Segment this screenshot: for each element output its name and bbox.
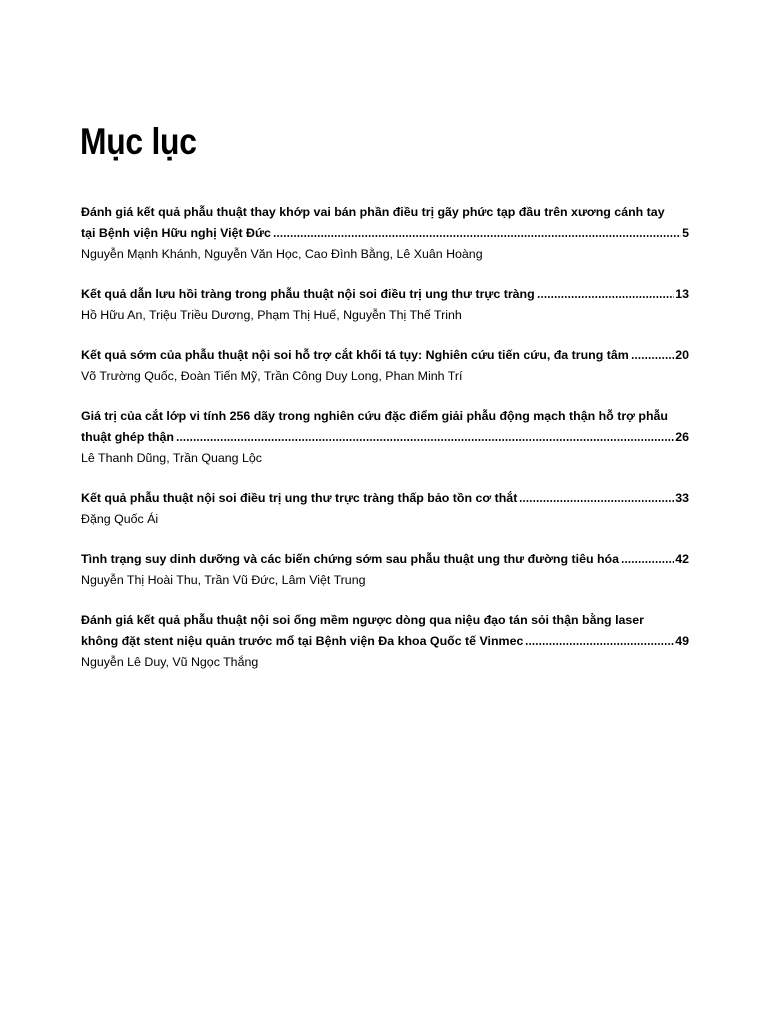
toc-entry <box>81 202 689 265</box>
toc-page-number: 26 <box>675 430 689 444</box>
toc-page-number: 20 <box>675 348 689 362</box>
toc-entry-authors: Đặng Quốc Ái <box>81 512 159 526</box>
toc-page-number: 5 <box>682 226 689 240</box>
toc-entry <box>81 406 689 469</box>
dot-leader <box>176 437 674 443</box>
toc-entry-authors: Hồ Hữu An, Triệu Triều Dương, Phạm Thị Huế, Nguyễn Thị Thế Trinh <box>81 308 462 322</box>
toc-entry-title: thuật ghép thận <box>81 430 174 444</box>
toc-entry-title: tại Bệnh viện Hữu nghị Việt Đức <box>81 226 271 240</box>
toc-title-line <box>81 223 689 244</box>
dot-leader <box>519 498 674 504</box>
toc-entry <box>81 488 689 530</box>
toc-entry <box>81 284 689 326</box>
toc-entry-title: Giá trị của cắt lớp vi tính 256 dãy trong nghiên cứu đặc điểm giải phẫu động mạch thận hỗ trợ phẫu <box>81 409 668 423</box>
toc-entry <box>81 345 689 387</box>
toc-page-number: 42 <box>675 552 689 566</box>
dot-leader <box>631 355 674 361</box>
dot-leader <box>525 641 674 647</box>
toc-title-line <box>81 427 689 448</box>
toc-entry-authors: Nguyễn Lê Duy, Vũ Ngọc Thắng <box>81 655 259 669</box>
toc-entry-title: không đặt stent niệu quản trước mổ tại Bệnh viện Đa khoa Quốc tế Vinmec <box>81 634 524 648</box>
toc-title-line <box>81 202 689 223</box>
dot-leader <box>621 559 674 565</box>
toc-title-line <box>81 631 689 652</box>
dot-leader <box>537 294 675 300</box>
toc-title-line <box>81 284 689 305</box>
toc-page-number: 33 <box>675 491 689 505</box>
toc-heading: Mục lục <box>80 121 197 162</box>
toc-entry-authors: Lê Thanh Dũng, Trần Quang Lộc <box>81 451 262 465</box>
toc-entry-title: Kết quả phẫu thuật nội soi điều trị ung thư trực tràng thấp bảo tồn cơ thắt <box>81 491 518 505</box>
toc-entry-authors: Võ Trường Quốc, Đoàn Tiến Mỹ, Trần Công Duy Long, Phan Minh Trí <box>81 369 463 383</box>
toc-entry-title: Đánh giá kết quả phẫu thuật nội soi ống mềm ngược dòng qua niệu đạo tán sỏi thận bằng laser <box>81 613 645 627</box>
toc-entry-authors: Nguyễn Thị Hoài Thu, Trần Vũ Đức, Lâm Việt Trung <box>81 573 366 587</box>
toc-entry-title: Kết quả sớm của phẫu thuật nội soi hỗ trợ cắt khối tá tụy: Nghiên cứu tiến cứu, đa trung tâm <box>81 348 629 362</box>
toc-entry-authors: Nguyễn Mạnh Khánh, Nguyễn Văn Học, Cao Đình Bằng, Lê Xuân Hoàng <box>81 247 483 261</box>
toc-entry <box>81 549 689 591</box>
toc-entry-title: Tình trạng suy dinh dưỡng và các biến chứng sớm sau phẫu thuật ung thư đường tiêu hóa <box>81 552 619 566</box>
dot-leader <box>273 233 681 239</box>
toc-entry <box>81 610 689 673</box>
toc-page-number: 13 <box>675 287 689 301</box>
toc-title-line <box>81 549 689 570</box>
toc-entry-title: Kết quả dẫn lưu hồi tràng trong phẫu thuật nội soi điều trị ung thư trực tràng <box>81 287 535 301</box>
toc-entry-title: Đánh giá kết quả phẫu thuật thay khớp vai bán phần điều trị gãy phức tạp đầu trên xương cánh tay <box>81 205 665 219</box>
toc-title-line <box>81 610 689 631</box>
toc-list <box>81 202 689 692</box>
toc-title-line <box>81 345 689 366</box>
toc-title-line <box>81 406 689 427</box>
toc-title-line <box>81 488 689 509</box>
toc-page-number: 49 <box>675 634 689 648</box>
